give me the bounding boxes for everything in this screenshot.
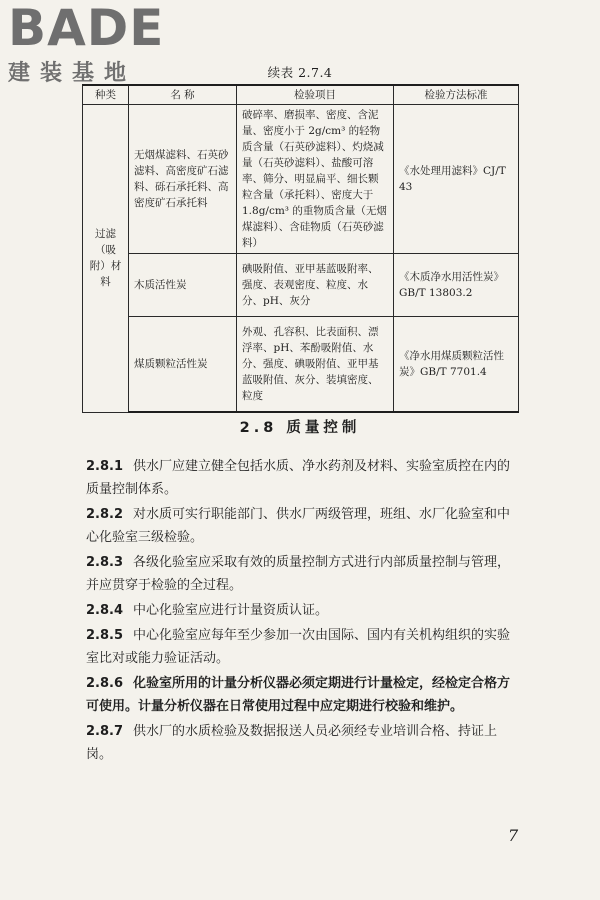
row-items: 碘吸附值、亚甲基蓝吸附率、强度、表观密度、粒度、水分、pH、灰分 (237, 254, 394, 317)
clause-text: 各级化验室应采取有效的质量控制方式进行内部质量控制与管理，并应贯穿于检验的全过程。 (86, 555, 511, 593)
clause-number: 2.8.6 (86, 676, 124, 691)
logo-mark: BADE (8, 0, 165, 57)
clause-number: 2.8.7 (86, 724, 124, 739)
clause-list (86, 455, 516, 768)
row-items: 外观、孔容积、比表面积、漂浮率、pH、苯酚吸附值、水分、强度、碘吸附值、亚甲基蓝吸附值、灰分、装填密度、粒度 (237, 317, 394, 413)
row-standard: 《净水用煤质颗粒活性炭》GB/T 7701.4 (394, 317, 519, 413)
clause-item-mandatory (86, 672, 516, 718)
clause-text: 供水厂的水质检验及数据报送人员必须经专业培训合格、持证上岗。 (86, 724, 498, 762)
clause-text: 中心化验室应进行计量资质认证。 (133, 603, 329, 618)
spec-table (82, 84, 519, 413)
clause-item (86, 551, 516, 597)
clause-text: 供水厂应建立健全包括水质、净水药剂及材料、实验室质控在内的质量控制体系。 (86, 459, 511, 497)
row-name: 无烟煤滤料、石英砂滤料、高密度矿石滤料、砾石承托料、高密度矿石承托料 (129, 105, 237, 254)
logo-subtitle: 建装基地 (8, 61, 137, 86)
row-items: 破碎率、磨损率、密度、含泥量、密度小于 2g/cm³ 的轻物质含量（石英砂滤料）、灼烧减量（石英砂滤料）、盐酸可溶率、筛分、明显扁平、细长颗粒含量（承托料）、密度大于 1.8g/cm³ 的重物质含量（无烟煤滤料）、含硅物质（石英砂滤料） (237, 105, 394, 254)
row-standard: 《水处理用滤料》CJ/T 43 (394, 105, 519, 254)
row-name: 煤质颗粒活性炭 (129, 317, 237, 413)
header-name: 名 称 (129, 85, 237, 105)
row-standard: 《木质净水用活性炭》GB/T 13803.2 (394, 254, 519, 317)
clause-number: 2.8.5 (86, 628, 124, 643)
page-number: 7 (508, 826, 519, 845)
clause-number: 2.8.1 (86, 459, 124, 474)
table-row (83, 105, 519, 254)
table-header-row (83, 85, 519, 105)
category-cell: 过滤（吸附）材料 (83, 105, 129, 413)
section-title: 2.8 质量控制 (239, 420, 361, 436)
clause-text: 中心化验室应每年至少参加一次由国际、国内有关机构组织的实验室比对或能力验证活动。 (86, 628, 511, 666)
clause-item (86, 720, 516, 766)
clause-number: 2.8.3 (86, 555, 124, 570)
clause-item (86, 624, 516, 670)
header-category: 种类 (83, 85, 129, 105)
clause-text: 化验室所用的计量分析仪器必须定期进行计量检定，经检定合格方可使用。计量分析仪器在日常使用过程中应定期进行校验和维护。 (86, 676, 511, 714)
clause-item (86, 599, 516, 622)
table-row (83, 254, 519, 317)
clause-number: 2.8.4 (86, 603, 124, 618)
clause-item (86, 503, 516, 549)
clause-text: 对水质可实行职能部门、供水厂两级管理，班组、水厂化验室和中心化验室三级检验。 (86, 507, 511, 545)
table-row (83, 317, 519, 413)
table-title: 续表 2.7.4 (267, 65, 333, 80)
header-test-items: 检验项目 (237, 85, 394, 105)
clause-number: 2.8.2 (86, 507, 124, 522)
clause-item (86, 455, 516, 501)
header-method-standard: 检验方法标准 (394, 85, 519, 105)
row-name: 木质活性炭 (129, 254, 237, 317)
